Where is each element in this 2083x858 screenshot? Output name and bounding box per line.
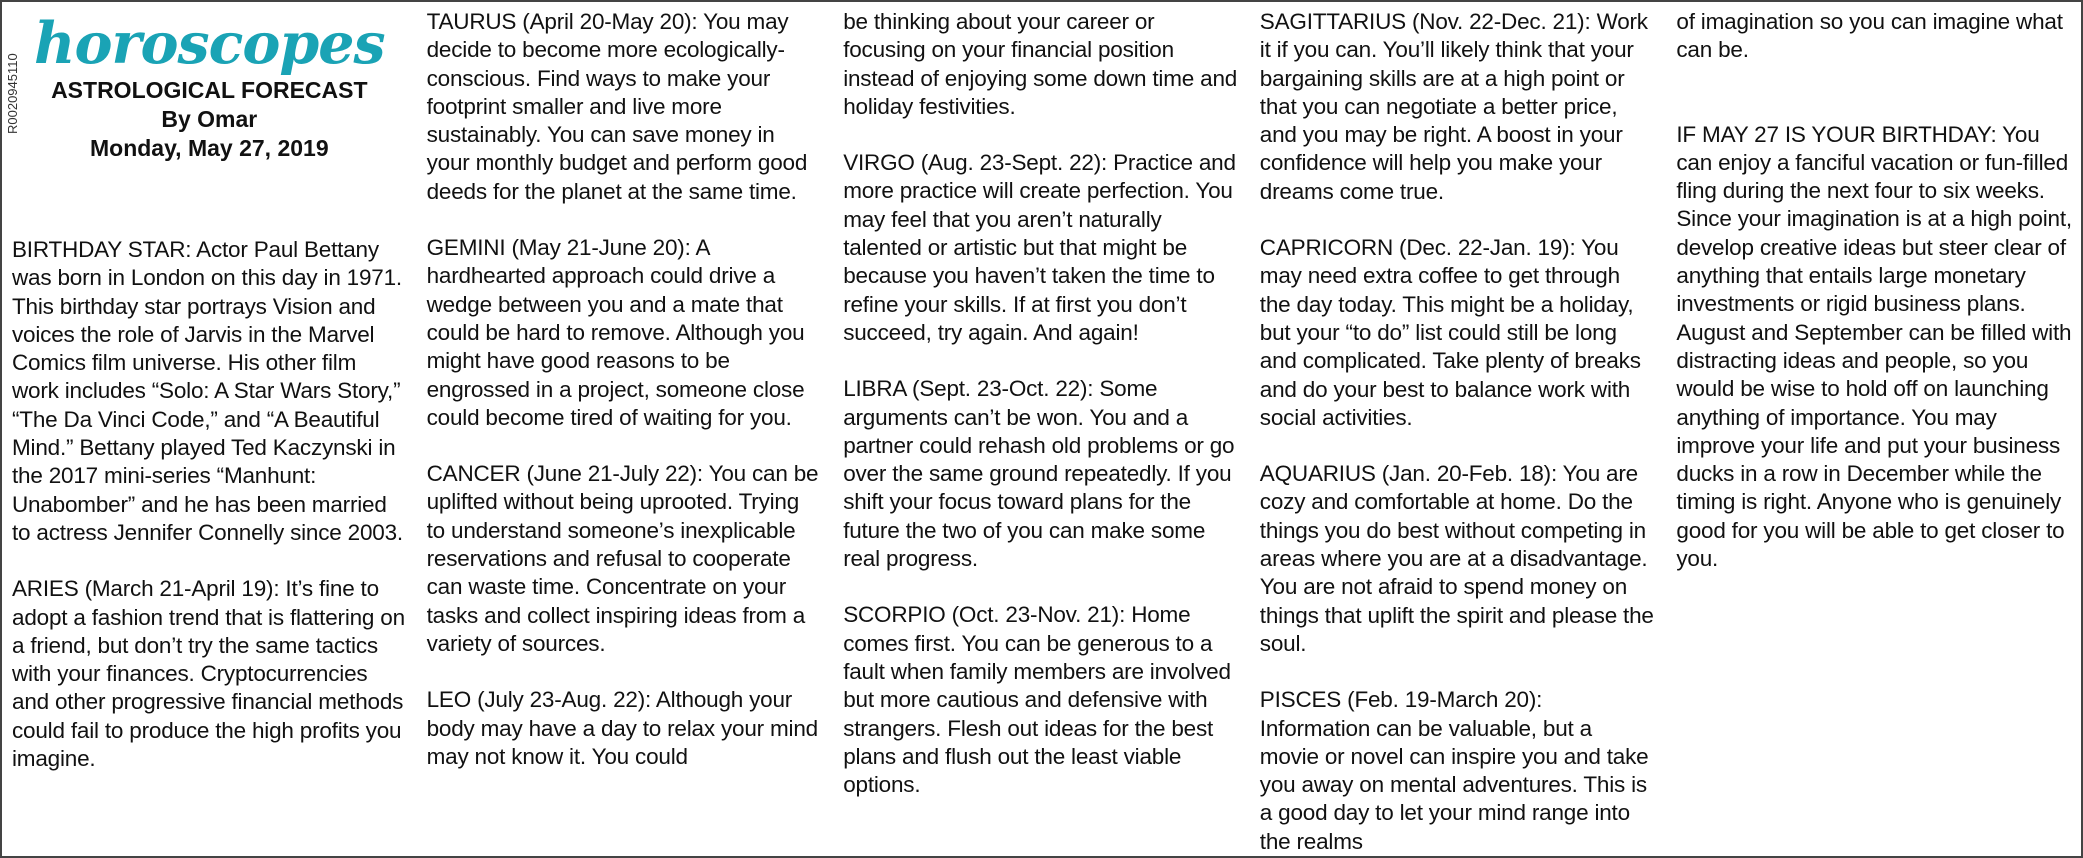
sagittarius-paragraph: SAGITTARIUS (Nov. 22-Dec. 21): Work it if you can. You’ll likely think that your bargaining skills are at a high point or that you can negotiate a better price, and you may be right. A boost in your confidence will help you make your dreams come true. — [1259, 9, 1648, 204]
birthday-forecast-paragraph: IF MAY 27 IS YOUR BIRTHDAY: You can enjoy a fanciful vacation or fun-filled fling during the next four to six weeks. Since your imagination is at a high point, develop creative ideas but steer clear of anything that entails large monetary investments or rigid business plans. August and September can be filled with distracting ideas and people, so you would be wise to hold off on launching anything of importance. You may improve your life and put your business ducks in a row in December while the timing is right. Anyone who is genuinely good for you will be able to get closer to you. — [1676, 121, 2072, 572]
byline: By Omar — [161, 105, 258, 132]
aquarius-paragraph: AQUARIUS (Jan. 20-Feb. 18): You are cozy and comfortable at home. Do the things you do best without competing in areas where you are at a disadvantage. You are not afraid to spend money on things that uplift the spirit and please the soul. — [1259, 461, 1654, 656]
column-4 — [1250, 0, 1667, 858]
virgo-paragraph: VIRGO (Aug. 23-Sept. 22): Practice and more practice will create perfection. You may feel that you aren’t naturally talented or artistic but that might be because you haven’t taken the time to refine your skills. If at first you don’t succeed, try again. And again! — [843, 150, 1236, 345]
aries-paragraph: ARIES (March 21-April 19): It’s fine to adopt a fashion trend that is flattering on a friend, but don’t try the same tactics with your finances. Cryptocurrencies and other progressive financial methods could fail to produce the high profits you imagine. — [12, 576, 405, 772]
birthday-star-paragraph: BIRTHDAY STAR: Actor Paul Bettany was born in London on this day in 1971. This birthday star portrays Vision and voices the role of Jarvis in the Marvel Comics film universe. His other film work includes “Solo: A Star Wars Story,” “The Da Vinci Code,” and “A Beautiful Mind.” Bettany played Ted Kaczynski in the 2017 mini-series “Manhunt: Unabomber” and he has been married to actress Jennifer Connelly since 2003. — [12, 237, 403, 545]
column-3 — [833, 0, 1250, 858]
leo-paragraph-start: LEO (July 23-Aug. 22): Although your body may have a day to relax your mind may not know it. You could — [426, 687, 818, 769]
gemini-paragraph: GEMINI (May 21-June 20): A hardhearted approach could drive a wedge between you and a mate that could be hard to remove. Although you might have good reasons to be engrossed in a project, someone close could become tired of waiting for you. — [426, 235, 805, 430]
leo-paragraph-continued: be thinking about your career or focusing on your financial position instead of enjoying some down time and holiday festivities. — [843, 9, 1238, 119]
column-1 — [0, 0, 417, 858]
capricorn-paragraph: CAPRICORN (Dec. 22-Jan. 19): You may need extra coffee to get through the day today. This might be a holiday, but your “to do” list could still be long and complicated. Take plenty of breaks and do your best to balance work with social activities. — [1259, 235, 1641, 430]
publication-date: Monday, May 27, 2019 — [89, 134, 329, 161]
pisces-paragraph-continued: of imagination so you can imagine what can be. — [1676, 9, 2063, 63]
column-5 — [1666, 0, 2083, 858]
pisces-paragraph-start: PISCES (Feb. 19-March 20): Information can be valuable, but a movie or novel can inspire you and take you away on mental adventures. This is a good day to let your mind range into the realms — [1259, 687, 1649, 854]
ad-code: R0020945110 — [5, 53, 20, 134]
horoscopes-logo: horoscopes — [34, 10, 385, 77]
scorpio-paragraph: SCORPIO (Oct. 23-Nov. 21): Home comes first. You can be generous to a fault when family members are involved but more cautious and defensive with strangers. Flesh out ideas for the best plans and flush out the least viable options. — [843, 602, 1231, 798]
section-subtitle: ASTROLOGICAL FORECAST — [51, 76, 368, 103]
libra-paragraph: LIBRA (Sept. 23-Oct. 22): Some arguments can’t be won. You and a partner could rehash old problems or go over the same ground repeatedly. If you shift your focus toward plans for the future the two of you can make some real progress. — [843, 376, 1235, 572]
masthead — [5, 10, 407, 236]
column-2 — [417, 0, 834, 858]
cancer-paragraph: CANCER (June 21-July 22): You can be uplifted without being uprooted. Trying to understand someone’s inexplicable reservations and refusal to cooperate can waste time. Concentrate on your tasks and collect inspiring ideas from a variety of sources. — [426, 461, 819, 656]
taurus-paragraph: TAURUS (April 20-May 20): You may decide to become more ecologically-conscious. Find ways to make your footprint smaller and live more sustainably. You can save money in your monthly budget and perform good deeds for the planet at the same time. — [426, 9, 808, 204]
